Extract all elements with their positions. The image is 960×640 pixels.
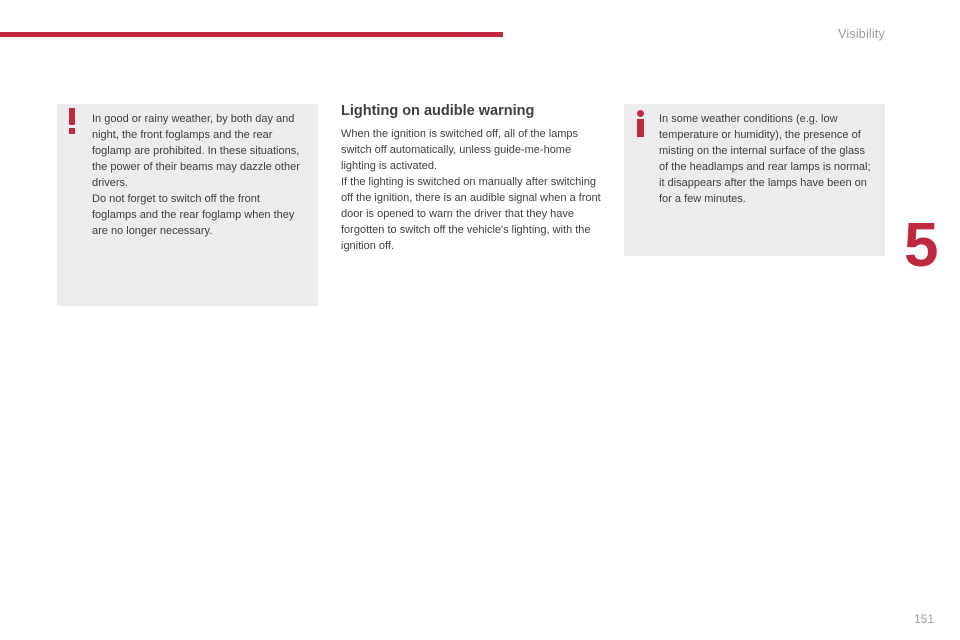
warning-paragraph: In good or rainy weather, by both day and night, the front foglamps and the rear foglamp are prohibited. In these situations, the power of their beams may dazzle other drivers. [92,113,300,189]
info-paragraph: In some weather conditions (e.g. low temperature or humidity), the presence of misting on the internal surface of the glass of the headlamps and rear lamps is normal; it disappears after the lamps have been on for a few minutes. [659,113,871,205]
warning-text [92,111,307,239]
body-paragraph: If the lighting is switched on manually after switching off the ignition, there is an audible signal when a front door is opened to warn the driver that they have forgotten to switch off the vehicle's lighting, with the ignition off. [341,176,601,252]
chapter-number: 5 [904,211,939,280]
info-text [659,111,874,207]
warning-paragraph: Do not forget to switch off the front foglamps and the rear foglamp when they are no longer necessary. [92,193,295,237]
body-paragraph: When the ignition is switched off, all of the lamps switch off automatically, unless guide-me-home lighting is activated. [341,128,579,172]
section-body [341,126,603,254]
exclamation-icon [68,108,75,134]
section-title: Visibility [838,27,885,41]
page-number: 151 [913,612,934,626]
info-box [624,104,885,256]
warning-box [57,104,318,306]
section-heading: Lighting on audible warning [341,103,535,119]
info-icon [636,110,644,137]
header-accent-bar [0,32,503,37]
